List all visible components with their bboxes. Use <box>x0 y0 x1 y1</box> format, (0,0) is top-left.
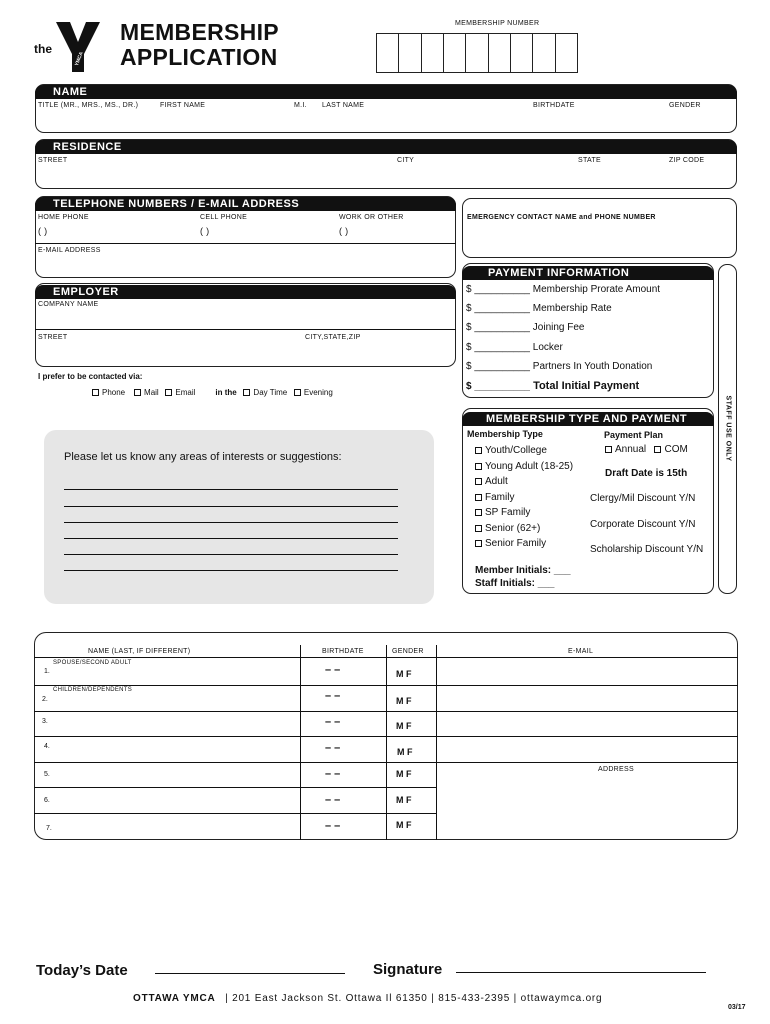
option-label: Evening <box>303 388 333 397</box>
home-phone-paren[interactable]: ( ) <box>38 226 48 236</box>
contact-pref-label: I prefer to be contacted via: <box>38 372 143 381</box>
gender-label: GENDER <box>669 102 701 109</box>
city-label: CITY <box>397 157 415 164</box>
checkbox-icon[interactable] <box>605 446 612 453</box>
checkbox-icon[interactable] <box>475 463 482 470</box>
plan-annual[interactable] <box>605 444 646 455</box>
title-line-1: MEMBERSHIP <box>120 19 279 45</box>
dollar-blank[interactable]: $ __________ <box>466 284 530 295</box>
option-label: Day Time <box>253 388 288 397</box>
option-label: SP Family <box>485 507 531 518</box>
title-line-2: APPLICATION <box>120 44 278 70</box>
dollar-blank[interactable]: $ __________ <box>466 322 530 333</box>
row-number: 6. <box>44 797 50 804</box>
payment-label: Membership Rate <box>532 303 612 314</box>
payment-label: Partners In Youth Donation <box>532 361 653 372</box>
gender-mf[interactable]: M F <box>396 820 412 830</box>
dollar-blank[interactable]: $ __________ <box>466 381 530 392</box>
logo-the-text: the <box>34 42 52 56</box>
logo-ymca-text: YMCA <box>74 51 85 67</box>
option-label: Phone <box>102 388 126 397</box>
plan-options <box>605 444 688 455</box>
payment-row-total[interactable] <box>466 380 639 392</box>
plan-com[interactable] <box>654 444 687 455</box>
gender-mf[interactable]: M F <box>396 721 412 731</box>
payment-label: Joining Fee <box>532 322 585 333</box>
payment-row-prorate[interactable] <box>466 284 660 295</box>
email-option[interactable] <box>165 388 195 397</box>
type-option-sp-family[interactable] <box>475 505 573 521</box>
org-name: OTTAWA YMCA <box>133 993 216 1004</box>
page-title <box>120 20 279 70</box>
checkbox-icon[interactable] <box>294 389 301 396</box>
work-phone-paren[interactable]: ( ) <box>339 226 349 236</box>
cell-phone-paren[interactable]: ( ) <box>200 226 210 236</box>
type-option-senior-family[interactable] <box>475 536 573 552</box>
last-name-label: LAST NAME <box>322 102 365 109</box>
version-text: 03/17 <box>728 1004 746 1011</box>
in-the-text: in the <box>215 388 237 397</box>
option-label: Youth/College <box>485 445 547 456</box>
spouse-label: SPOUSE/SECOND ADULT <box>53 660 132 666</box>
checkbox-icon[interactable] <box>92 389 99 396</box>
signature-line[interactable] <box>456 972 706 973</box>
staff-initials[interactable]: Staff Initials: ___ <box>475 578 555 589</box>
type-option-youth[interactable] <box>475 443 573 459</box>
todays-date-label: Today’s Date <box>36 962 128 979</box>
email-label: E-MAIL ADDRESS <box>38 247 101 254</box>
children-label: CHILDREN/DEPENDENTS <box>53 687 133 693</box>
col-birthdate-header: BIRTHDATE <box>322 648 364 655</box>
org-address: | 201 East Jackson St. Ottawa Il 61350 | 815-433-2395 | ottawaymca.org <box>225 993 603 1004</box>
dollar-blank[interactable]: $ __________ <box>466 342 530 353</box>
interest-line[interactable] <box>64 506 398 507</box>
option-label: Mail <box>144 388 159 397</box>
staff-use-label: STAFF USE ONLY <box>724 395 732 462</box>
cell-phone-label: CELL PHONE <box>200 214 248 221</box>
gender-mf[interactable]: M F <box>396 696 412 706</box>
work-phone-label: WORK OR OTHER <box>339 214 404 221</box>
interest-line[interactable] <box>64 522 398 523</box>
birthdate-label: BIRTHDATE <box>533 102 575 109</box>
col-gender-header: GENDER <box>392 648 424 655</box>
street-label: STREET <box>38 157 68 164</box>
checkbox-icon[interactable] <box>475 525 482 532</box>
option-label: Email <box>175 388 196 397</box>
mail-option[interactable] <box>134 388 159 397</box>
birthdate-dashes[interactable]: – – <box>325 742 341 754</box>
row-number: 5. <box>44 771 50 778</box>
residence-heading: RESIDENCE <box>35 140 737 154</box>
option-label: Adult <box>485 476 508 487</box>
company-name-label: COMPANY NAME <box>38 301 99 308</box>
row-number: 3. <box>42 718 48 725</box>
ymca-logo <box>34 20 98 72</box>
employer-street-label: STREET <box>38 334 68 341</box>
interest-line[interactable] <box>64 489 398 490</box>
date-line[interactable] <box>155 973 345 974</box>
first-name-label: FIRST NAME <box>160 102 206 109</box>
checkbox-icon[interactable] <box>475 540 482 547</box>
home-phone-label: HOME PHONE <box>38 214 89 221</box>
row-number: 1. <box>44 668 50 675</box>
type-option-senior[interactable] <box>475 521 573 537</box>
type-option-young-adult[interactable] <box>475 459 573 475</box>
emergency-contact-label: EMERGENCY CONTACT NAME and PHONE NUMBER <box>467 214 656 221</box>
row-number: 4. <box>44 743 50 750</box>
member-initials[interactable]: Member Initials: ___ <box>475 565 571 576</box>
zip-label: ZIP CODE <box>669 157 705 164</box>
dollar-blank[interactable]: $ __________ <box>466 303 530 314</box>
mi-label: M.I. <box>294 102 307 109</box>
row-number: 7. <box>46 825 52 832</box>
gender-mf[interactable]: M F <box>396 795 412 805</box>
option-label: Senior (62+) <box>485 522 541 534</box>
type-option-adult[interactable] <box>475 474 573 490</box>
address-label: ADDRESS <box>598 766 634 773</box>
state-label: STATE <box>578 157 602 164</box>
interest-line[interactable] <box>64 538 398 539</box>
payment-row-rate[interactable] <box>466 303 612 314</box>
interest-line[interactable] <box>64 570 398 571</box>
emergency-contact-box[interactable] <box>462 198 737 258</box>
col-name-header: NAME (LAST, IF DIFFERENT) <box>88 648 191 655</box>
checkbox-icon[interactable] <box>165 389 172 396</box>
clergy-discount[interactable]: Clergy/Mil Discount Y/N <box>590 493 696 504</box>
phone-option[interactable] <box>92 388 125 397</box>
dollar-blank[interactable]: $ __________ <box>466 361 530 372</box>
membership-type-heading: MEMBERSHIP TYPE AND PAYMENT <box>462 412 714 426</box>
scholarship-discount[interactable]: Scholarship Discount Y/N <box>590 544 704 555</box>
membership-number-label: MEMBERSHIP NUMBER <box>455 20 540 27</box>
checkbox-icon[interactable] <box>134 389 141 396</box>
day-option[interactable] <box>243 388 287 397</box>
checkbox-icon[interactable] <box>654 446 661 453</box>
birthdate-dashes[interactable]: – – <box>325 768 341 780</box>
checkbox-icon[interactable] <box>475 509 482 516</box>
payment-label: Locker <box>532 342 563 353</box>
option-label: Young Adult (18-25) <box>485 460 574 472</box>
membership-type-list <box>475 443 573 552</box>
payment-info-heading: PAYMENT INFORMATION <box>462 266 714 280</box>
birthdate-dashes[interactable]: – – <box>325 716 341 728</box>
checkbox-icon[interactable] <box>475 478 482 485</box>
payment-label: Membership Prorate Amount <box>532 284 661 295</box>
membership-type-label: Membership Type <box>467 429 543 439</box>
row-number: 2. <box>42 696 48 703</box>
membership-number-boxes[interactable] <box>376 33 578 73</box>
corporate-discount[interactable]: Corporate Discount Y/N <box>590 519 696 530</box>
evening-option[interactable] <box>294 388 333 397</box>
name-heading: NAME <box>35 85 737 99</box>
type-option-family[interactable] <box>475 490 573 506</box>
footer-org <box>133 993 602 1004</box>
payment-row-locker[interactable] <box>466 342 563 353</box>
option-label: COM <box>664 444 688 455</box>
contact-pref-options <box>92 388 333 397</box>
interests-prompt: Please let us know any areas of interests or suggestions: <box>64 451 342 463</box>
payment-plan-label: Payment Plan <box>604 430 664 440</box>
interest-line[interactable] <box>64 554 398 555</box>
payment-row-donation[interactable] <box>466 361 652 372</box>
title-label: TITLE (MR., MRS., MS., DR.) <box>38 102 139 109</box>
option-label: Annual <box>615 444 647 455</box>
col-email-header: E-MAIL <box>568 648 594 655</box>
gender-mf[interactable]: M F <box>396 669 412 679</box>
birthdate-dashes[interactable]: – – <box>325 820 341 832</box>
payment-row-joining[interactable] <box>466 322 584 333</box>
birthdate-dashes[interactable]: – – <box>325 794 341 806</box>
checkbox-icon[interactable] <box>243 389 250 396</box>
birthdate-dashes[interactable]: – – <box>325 690 341 702</box>
gender-mf[interactable]: M F <box>396 769 412 779</box>
checkbox-icon[interactable] <box>475 494 482 501</box>
employer-heading: EMPLOYER <box>35 285 456 299</box>
employer-csz-label: CITY,STATE,ZIP <box>305 334 361 341</box>
gender-mf[interactable]: M F <box>397 747 413 757</box>
birthdate-dashes[interactable]: – – <box>325 664 341 676</box>
checkbox-icon[interactable] <box>475 447 482 454</box>
draft-date-text: Draft Date is 15th <box>605 468 688 479</box>
payment-label: Total Initial Payment <box>533 380 640 392</box>
telephone-heading: TELEPHONE NUMBERS / E-MAIL ADDRESS <box>35 197 456 211</box>
option-label: Senior Family <box>485 538 547 549</box>
option-label: Family <box>485 491 515 503</box>
signature-label: Signature <box>373 961 443 978</box>
